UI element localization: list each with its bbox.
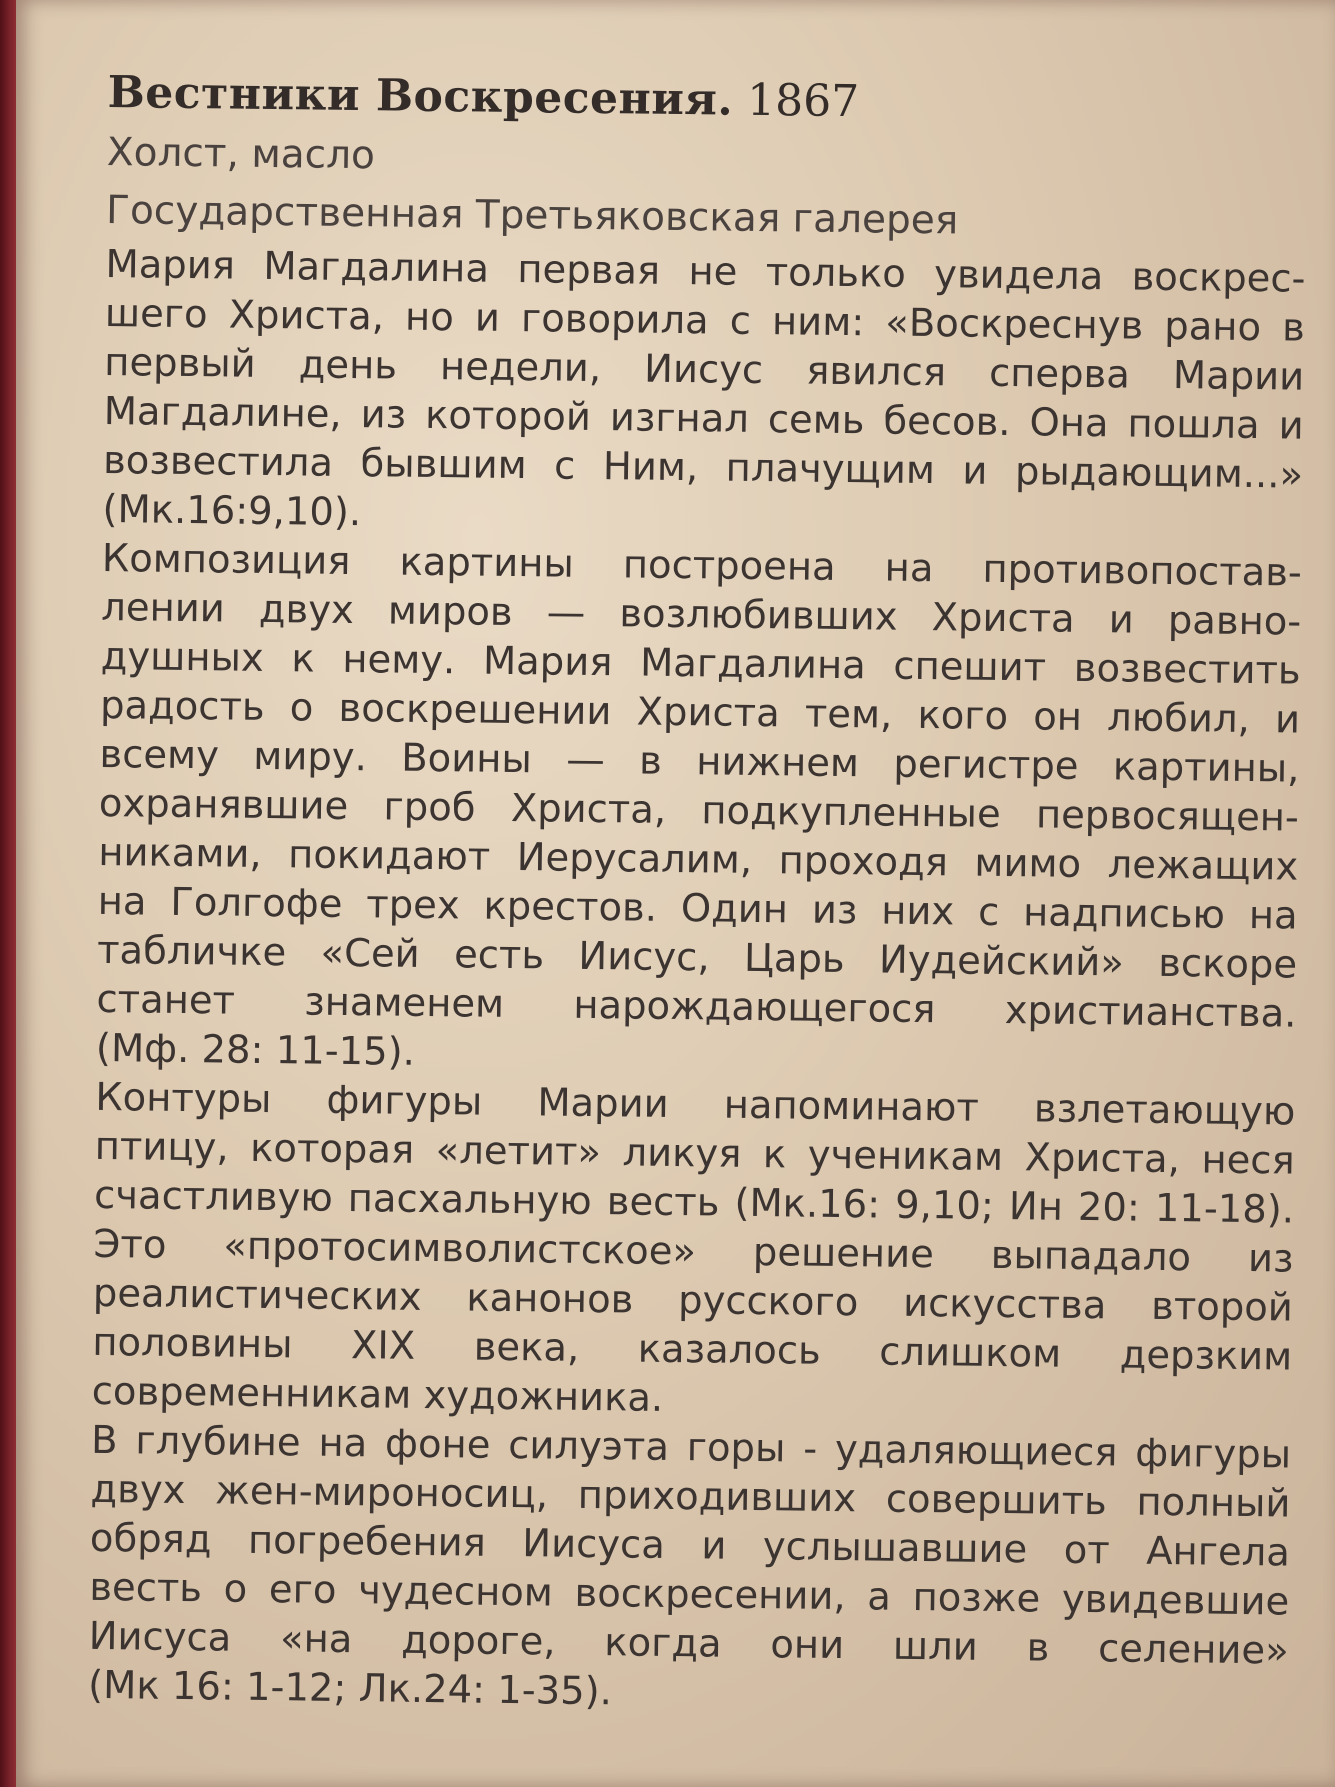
artwork-medium: Холст, масло bbox=[106, 129, 376, 179]
text-line: на Голгофе трех крестов. Один из них с надписью на bbox=[97, 878, 1298, 939]
artwork-title: Вестники Воскресения. bbox=[107, 66, 734, 126]
text-line: обряд погребения Иисуса и услышавшие от Ангела bbox=[89, 1515, 1291, 1576]
text-line: (Мк.16:9,10). bbox=[102, 486, 362, 536]
text-line: современникам художника. bbox=[91, 1368, 664, 1421]
artwork-collection: Государственная Третьяковская галерея bbox=[105, 187, 959, 244]
museum-placard bbox=[16, 0, 1335, 1787]
text-line: Композиция картины построена на противопостав- bbox=[101, 535, 1303, 596]
text-line: птицу, которая «летит» ликуя к ученикам Христа, неся bbox=[94, 1123, 1295, 1184]
placard-text bbox=[88, 62, 1308, 1725]
text-line: всему миру. Воины — в нижнем регистре картины, bbox=[99, 731, 1300, 792]
text-line: никами, покидают Иерусалим, проходя мимо лежащих bbox=[98, 829, 1299, 890]
paragraph-1 bbox=[102, 240, 1306, 549]
text-line: реалистических канонов русского искусства второй bbox=[92, 1270, 1294, 1331]
text-line: радость о воскрешении Христа тем, кого он любил, и bbox=[99, 682, 1301, 743]
text-line: Магдалине, из которой изгнал семь бесов. Она пошла и bbox=[103, 388, 1304, 449]
text-line: шего Христа, но и говорила с ним: «Воскреснув рано в bbox=[104, 290, 1306, 351]
text-line: двух жен-мироносиц, приходивших совершить полный bbox=[90, 1466, 1291, 1527]
text-line: охранявшие гроб Христа, подкупленные первосящен- bbox=[98, 780, 1300, 841]
text-line: Мария Магдалина первая не только увидела воскрес- bbox=[105, 241, 1306, 302]
text-line: Это «протосимволистское» решение выпадало из bbox=[93, 1221, 1294, 1282]
text-line: возвестила бывшим с Ним, плачущим и рыдающим...» bbox=[102, 437, 1304, 498]
text-line: В глубине на фоне силуэта горы - удаляющиеся фигуры bbox=[90, 1417, 1292, 1478]
text-line: весть о его чудесном воскресении, а позже увидевшие bbox=[89, 1564, 1290, 1625]
text-line: станет знаменем нарождающегося христианства. bbox=[96, 976, 1297, 1037]
text-line: Контуры фигуры Марии напоминают взлетающую bbox=[95, 1074, 1296, 1135]
text-line: Иисуса «на дороге, когда они шли в селение» bbox=[88, 1613, 1289, 1674]
text-line: половины XIX века, казалось слишком дерзким bbox=[92, 1319, 1293, 1380]
text-line: табличке «Сей есть Иисус, Царь Иудейский» вскоре bbox=[96, 927, 1298, 988]
paragraph-3 bbox=[91, 1073, 1295, 1431]
text-line: (Мк 16: 1-12; Лк.24: 1-35). bbox=[87, 1662, 613, 1715]
text-line: первый день недели, Иисус явился сперва Марии bbox=[104, 339, 1305, 400]
text-line: счастливую пасхальную весть (Мк.16: 9,10; Ин 20: 11-18). bbox=[93, 1172, 1295, 1233]
text-line: душных к нему. Мария Магдалина спешит возвестить bbox=[100, 633, 1301, 694]
artwork-year: 1867 bbox=[746, 74, 860, 128]
text-line: (Мф. 28: 11-15). bbox=[95, 1025, 416, 1075]
text-line: лении двух миров — возлюбивших Христа и равно- bbox=[101, 584, 1302, 645]
paragraph-2 bbox=[96, 534, 1302, 1088]
paragraph-4 bbox=[88, 1416, 1292, 1725]
wall-edge bbox=[0, 0, 16, 1787]
